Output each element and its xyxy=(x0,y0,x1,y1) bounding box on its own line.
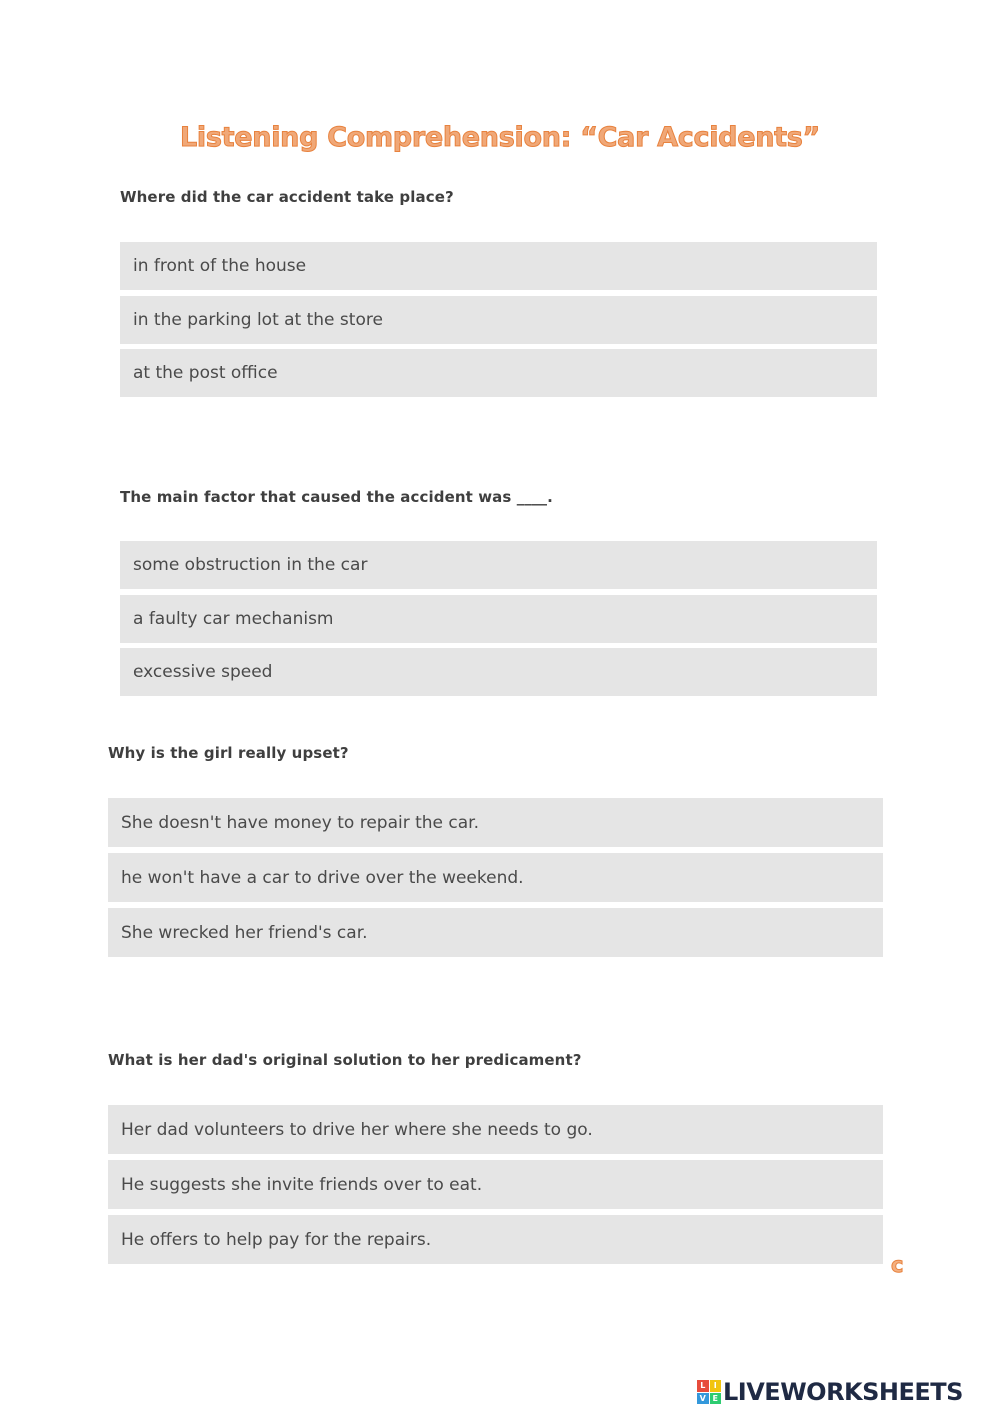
logo-letter: E xyxy=(710,1393,722,1405)
question-3-option-c[interactable]: She wrecked her friend's car. xyxy=(108,908,883,957)
question-2-option-a[interactable]: some obstruction in the car xyxy=(120,541,877,589)
brand-footer xyxy=(697,1378,963,1406)
question-2-option-b[interactable]: a faulty car mechanism xyxy=(120,595,877,643)
question-3-option-a[interactable]: She doesn't have money to repair the car. xyxy=(108,798,883,847)
logo-letter: V xyxy=(697,1393,709,1405)
liveworksheets-logo-icon xyxy=(697,1380,721,1404)
answer-mark: c xyxy=(891,1253,904,1277)
question-1-text: Where did the car accident take place? xyxy=(120,188,454,206)
question-1-option-c[interactable]: at the post office xyxy=(120,349,877,397)
brand-name: LIVEWORKSHEETS xyxy=(723,1378,963,1406)
question-2-text: The main factor that caused the accident was ____. xyxy=(120,488,553,506)
question-4-option-c[interactable]: He offers to help pay for the repairs. xyxy=(108,1215,883,1264)
question-3-text: Why is the girl really upset? xyxy=(108,744,349,762)
page-title: Listening Comprehension: “Car Accidents” xyxy=(180,122,820,153)
question-3-option-b[interactable]: he won't have a car to drive over the weekend. xyxy=(108,853,883,902)
question-4-option-a[interactable]: Her dad volunteers to drive her where she needs to go. xyxy=(108,1105,883,1154)
question-1-option-a[interactable]: in front of the house xyxy=(120,242,877,290)
question-4-option-b[interactable]: He suggests she invite friends over to eat. xyxy=(108,1160,883,1209)
question-2-option-c[interactable]: excessive speed xyxy=(120,648,877,696)
logo-letter: L xyxy=(697,1380,709,1392)
logo-letter: I xyxy=(710,1380,722,1392)
question-4-text: What is her dad's original solution to her predicament? xyxy=(108,1051,582,1069)
question-1-option-b[interactable]: in the parking lot at the store xyxy=(120,296,877,344)
